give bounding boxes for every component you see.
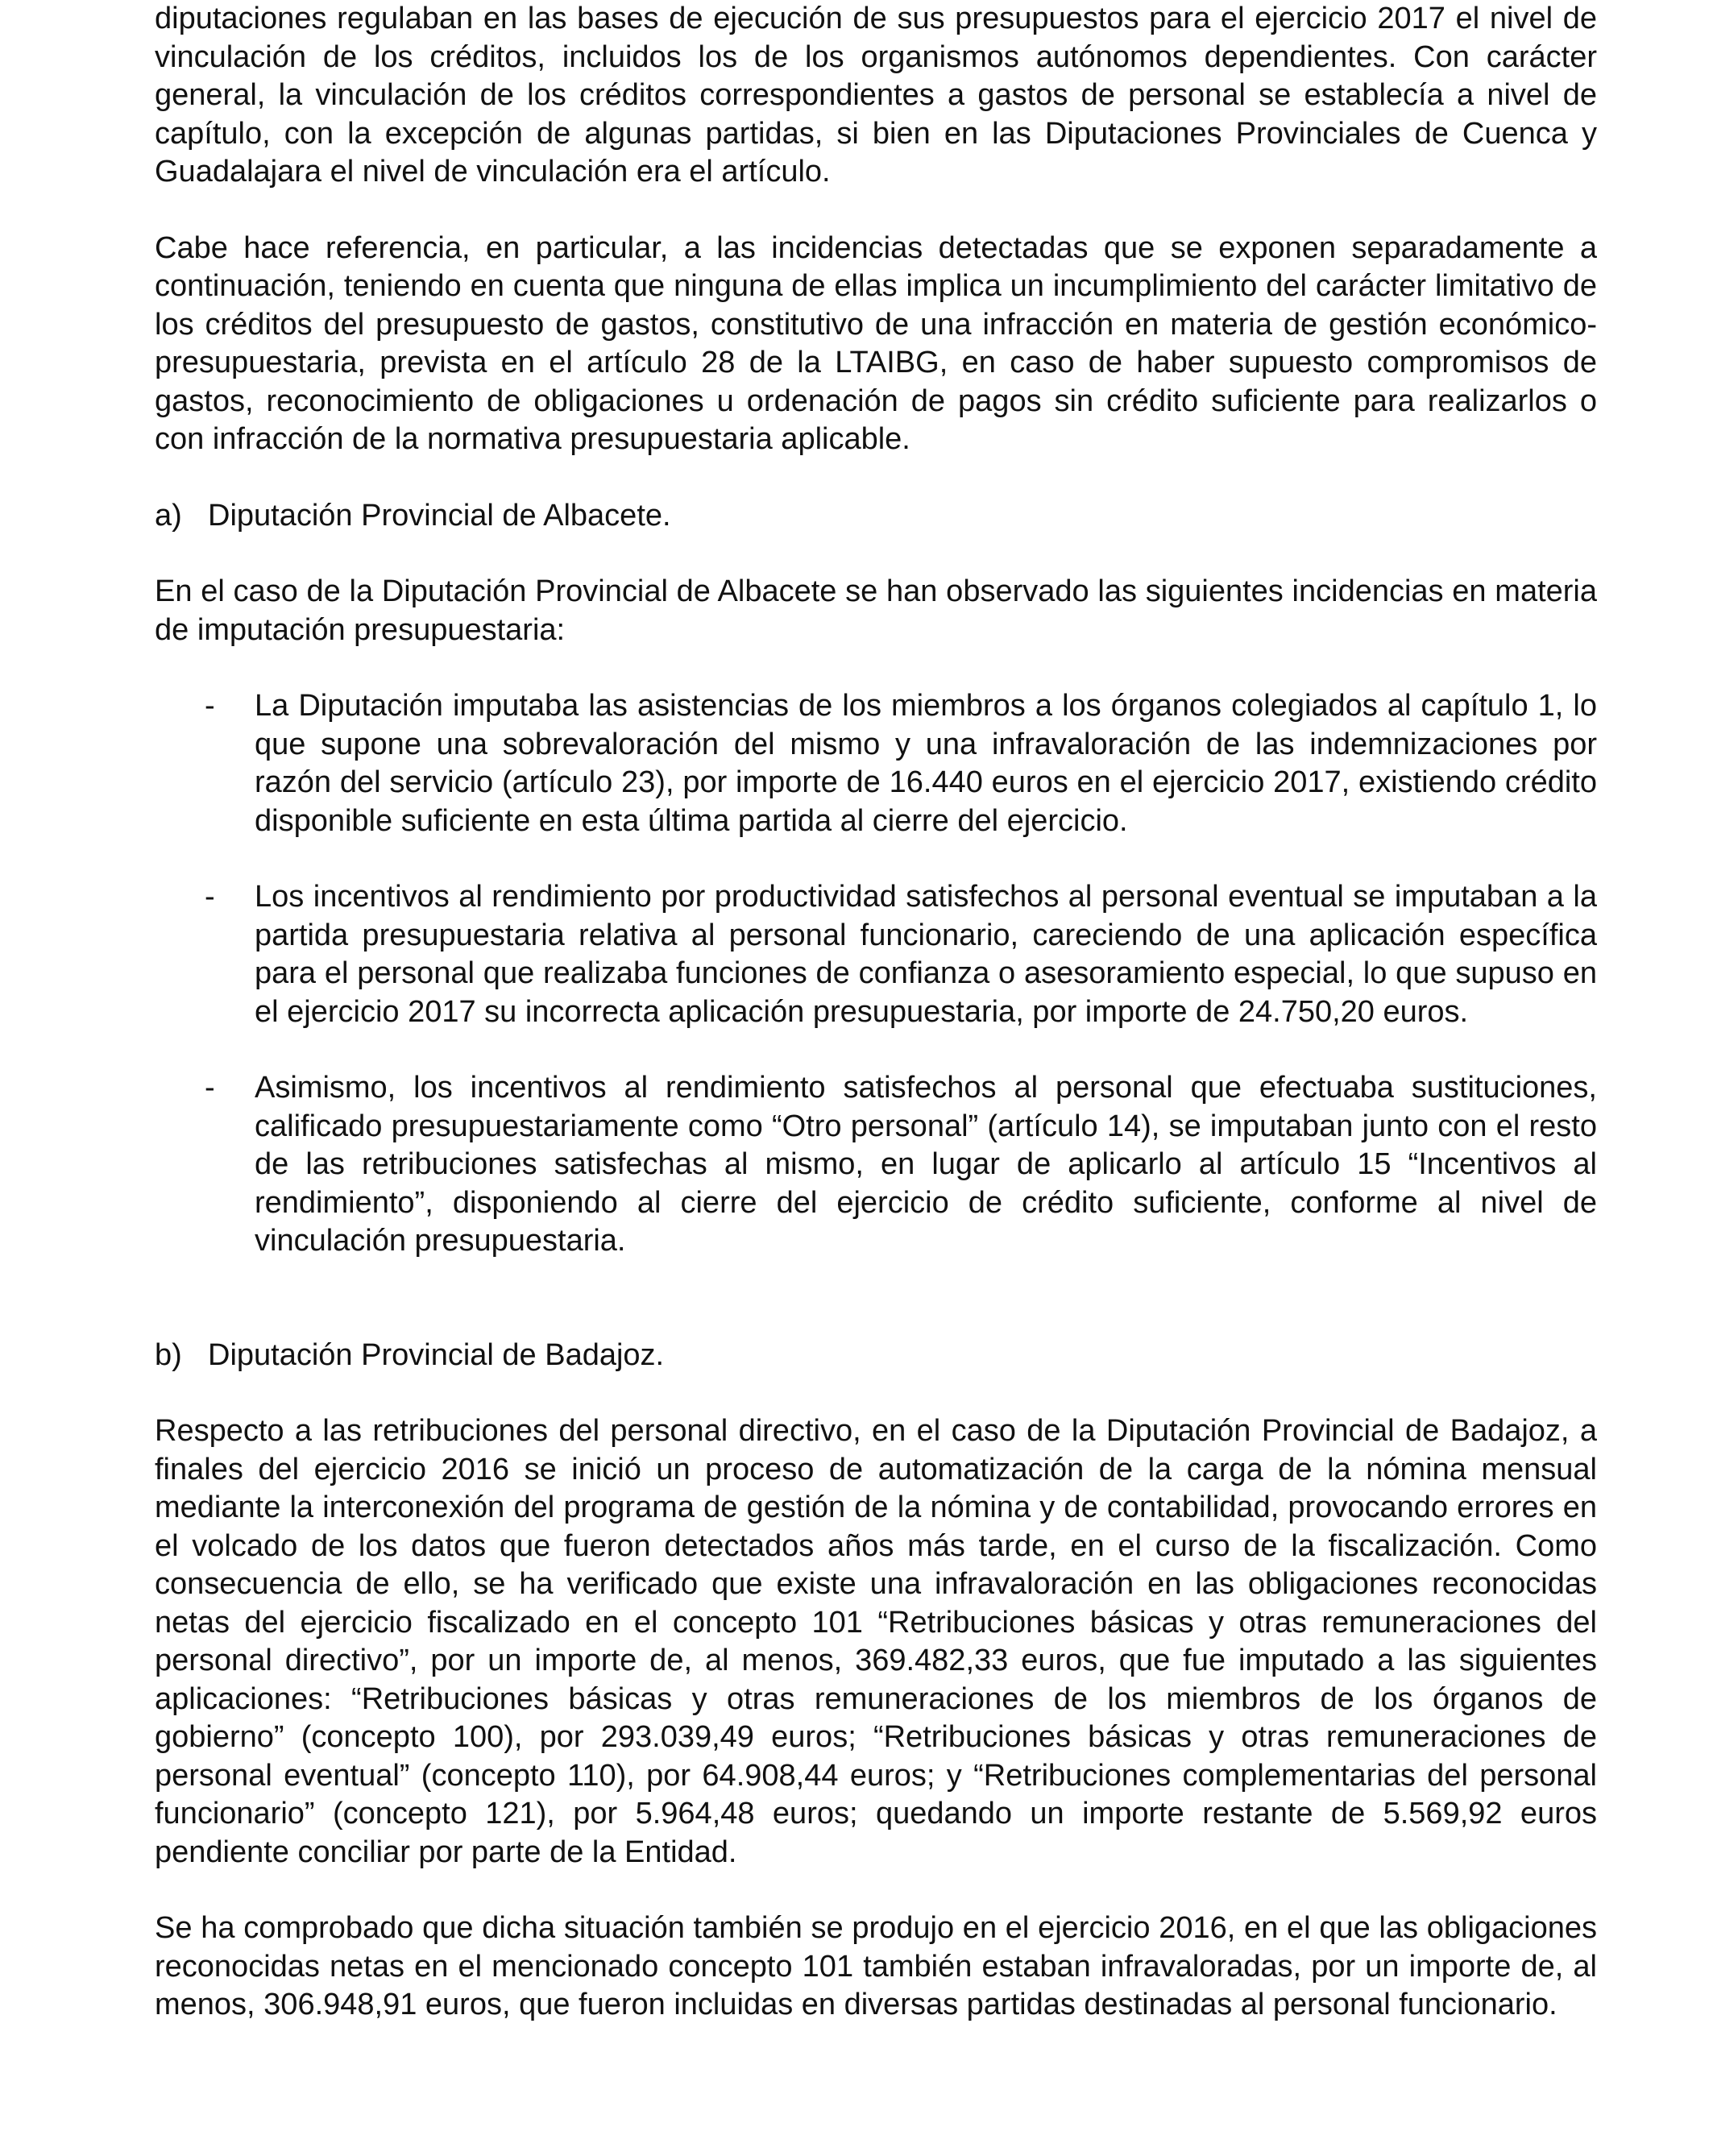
bullet-text: Los incentivos al rendimiento por productividad satisfechos al personal eventual se imputaban a la partida presupuestaria relativa al personal funcionario, careciendo de una aplicación específica para el personal que realizaba funciones de confianza o asesoramiento especial, lo que supuso en el ejercicio 2017 su incorrecta aplicación presupuestaria, por importe de 24.750,20 euros. — [255, 880, 1597, 1029]
bullet-dash: - — [205, 1071, 215, 1105]
section-marker: b) — [155, 1337, 182, 1372]
section-heading-badajoz — [155, 1337, 1597, 1375]
list-item — [155, 1069, 1597, 1261]
document-page — [155, 0, 1597, 2025]
section-heading-albacete — [155, 497, 1597, 536]
bullet-dash: - — [205, 689, 215, 723]
section-title: Diputación Provincial de Albacete. — [208, 498, 671, 533]
bullet-dash: - — [205, 880, 215, 914]
bullet-text: Asimismo, los incentivos al rendimiento satisfechos al personal que efectuaba sustituciones, calificado presupuestariamente como “Otro personal” (artículo 14), se imputaban junto con el resto de las retribuciones satisfechas al mismo, en lugar de aplicarlo al artículo 15 “Incentivos al rendimiento”, disponiendo al cierre del ejercicio de crédito suficiente, conforme al nivel de vinculación presupuestaria. — [255, 1071, 1597, 1258]
paragraph-badajoz-2016: Se ha comprobado que dicha situación también se produjo en el ejercicio 2016, en el que las obligaciones reconocidas netas en el mencionado concepto 101 también estaban infravaloradas, por un importe de, al menos, 306.948,91 euros, que fueron incluidas en diversas partidas destinadas al personal funcionario. — [155, 1911, 1597, 2021]
paragraph-incidencias-intro: Cabe hace referencia, en particular, a las incidencias detectadas que se exponen separadamente a continuación, teniendo en cuenta que ninguna de ellas implica un incumplimiento del carácter limitativo de los créditos del presupuesto de gastos, constitutivo de una infracción en materia de gestión económico-presupuestaria, prevista en el artículo 28 de la LTAIBG, en caso de haber supuesto compromisos de gastos, reconocimiento de obligaciones u ordenación de pagos sin crédito suficiente para realizarlos o con infracción de la normativa presupuestaria aplicable. — [155, 230, 1597, 456]
section-title: Diputación Provincial de Badajoz. — [208, 1337, 665, 1372]
list-item — [155, 687, 1597, 840]
bullet-text: La Diputación imputaba las asistencias de los miembros a los órganos colegiados al capítulo 1, lo que supone una sobrevaloración del mismo y una infravaloración de las indemnizaciones por razón del servicio (artículo 23), por importe de 16.440 euros en el ejercicio 2017, existiendo crédito disponible suficiente en esta última partida al cierre del ejercicio. — [255, 689, 1597, 838]
paragraph-albacete-intro: En el caso de la Diputación Provincial de Albacete se han observado las siguientes incidencias en materia de imputación presupuestaria: — [155, 574, 1597, 647]
list-item — [155, 878, 1597, 1031]
section-marker: a) — [155, 498, 182, 533]
paragraph-badajoz-directivo: Respecto a las retribuciones del personal directivo, en el caso de la Diputación Provincial de Badajoz, a finales del ejercicio 2016 se inició un proceso de automatización de la carga de la nómina mensual mediante la interconexión del programa de gestión de la nómina y de contabilidad, provocando errores en el volcado de los datos que fueron detectados años más tarde, en el curso de la fiscalización. Como consecuencia de ello, se ha verificado que existe una infravaloración en las obligaciones reconocidas netas del ejercicio fiscalizado en el concepto 101 “Retribuciones básicas y otras remuneraciones del personal directivo”, por un importe de, al menos, 369.482,33 euros, que fue imputado a las siguientes aplicaciones: “Retribuciones básicas y otras remuneraciones de los miembros de los órganos de gobierno” (concepto 100), por 293.039,49 euros; “Retribuciones básicas y otras remuneraciones de personal eventual” (concepto 110), por 64.908,44 euros; y “Retribuciones complementarias del personal funcionario” (concepto 121), por 5.964,48 euros; quedando un importe restante de 5.569,92 euros pendiente conciliar por parte de la Entidad. — [155, 1414, 1597, 1869]
paragraph-vinculacion-creditos: diputaciones regulaban en las bases de ejecución de sus presupuestos para el ejercicio 2017 el nivel de vinculación de los créditos, incluidos los de los organismos autónomos dependientes. Con carácter general, la vinculación de los créditos correspondientes a gastos de personal se establecía a nivel de capítulo, con la excepción de algunas partidas, si bien en las Diputaciones Provinciales de Cuenca y Guadalajara el nivel de vinculación era el artículo. — [155, 2, 1597, 189]
